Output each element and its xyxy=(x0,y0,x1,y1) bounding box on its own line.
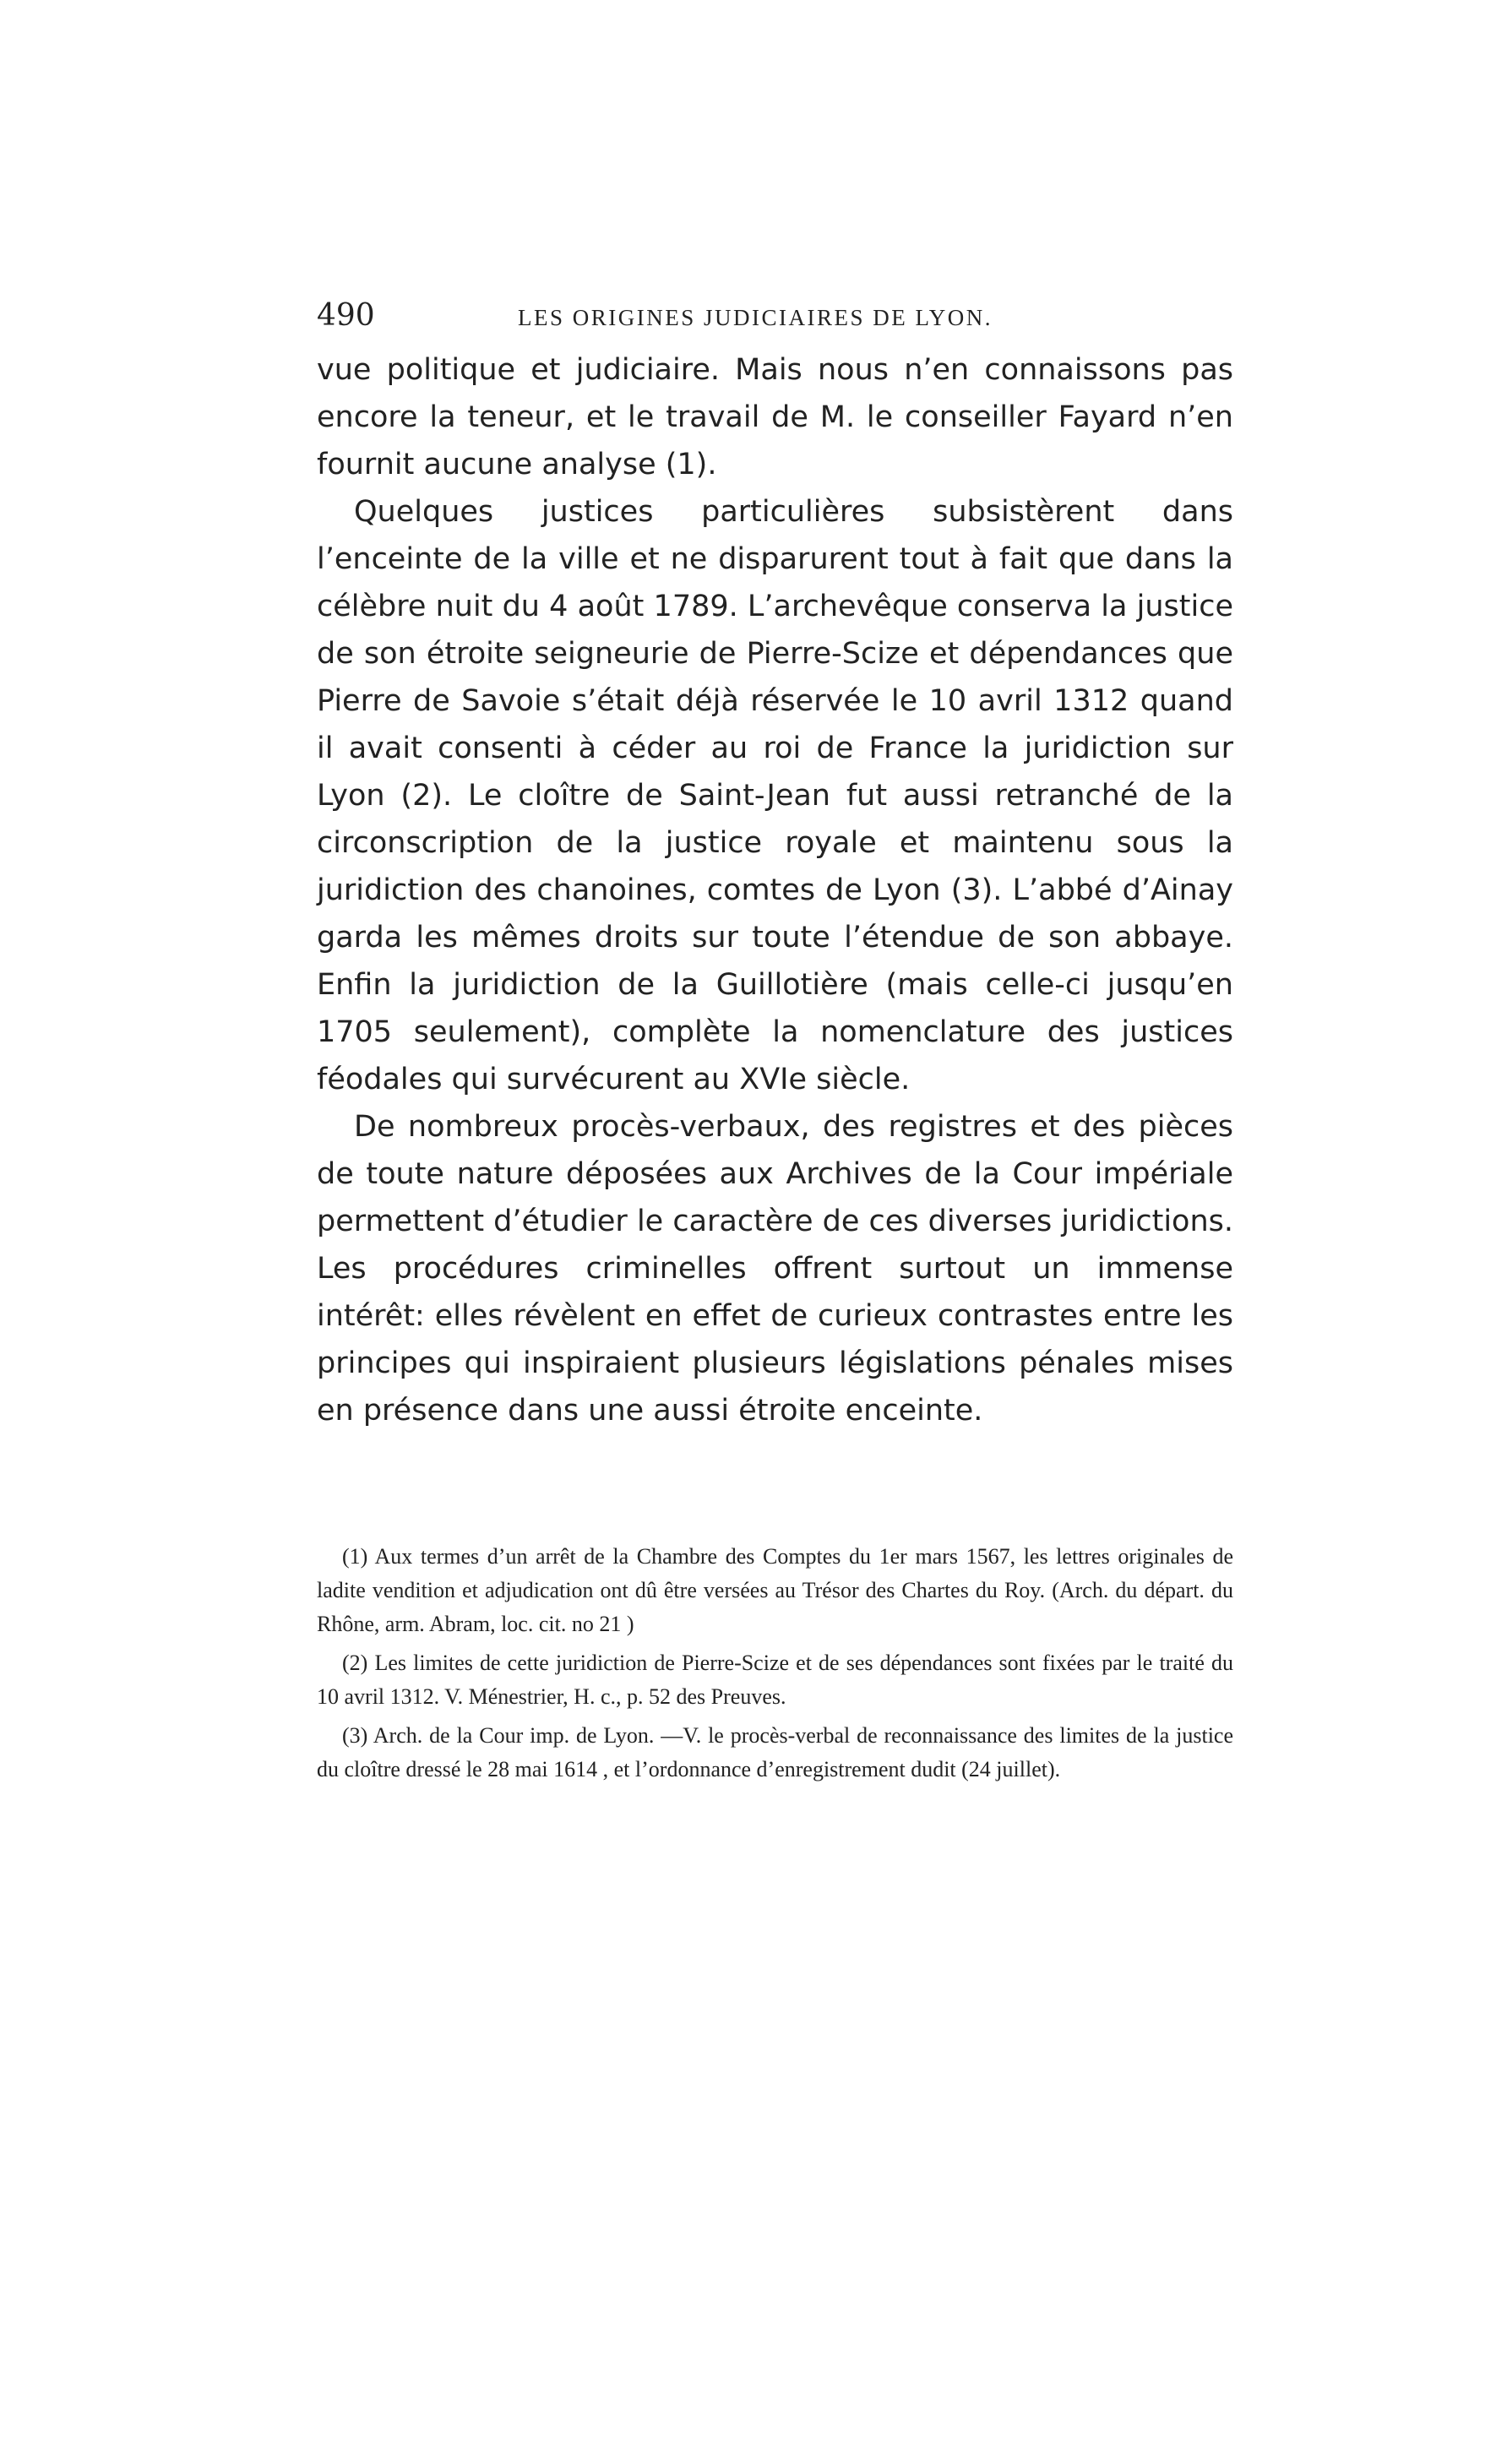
page-number: 490 xyxy=(317,298,375,333)
main-text xyxy=(317,346,1233,1434)
running-head xyxy=(317,296,1233,336)
paragraph-continued: vue politique et judiciaire. Mais nous n’en connaissons pas encore la teneur, et le travail de M. le conseiller Fayard n’en fournit aucune analyse (1). xyxy=(317,353,1233,481)
paragraph: Quelques justices particulières subsistèrent dans l’enceinte de la ville et ne disparurent tout à fait que dans la célèbre nuit du 4 août 1789. L’archevêque conserva la justice de son étroite seigneurie de Pierre-Scize et dépendances que Pierre de Savoie s’était déjà réservée le 10 avril 1312 quand il avait consenti à céder au roi de France la juridiction sur Lyon (2). Le cloître de Saint-Jean fut aussi retranché de la circonscription de la justice royale et maintenu sous la juridiction des chanoines, comtes de Lyon (3). L’abbé d’Ainay garda les mêmes droits sur toute l’étendue de son abbaye. Enfin la juridiction de la Guillotière (mais celle-ci jusqu’en 1705 seulement), complète la nomenclature des justices féodales qui survécurent au XVIe siècle. xyxy=(317,495,1233,1096)
paragraph: De nombreux procès-verbaux, des registres et des pièces de toute nature déposées aux Archives de la Cour impériale permettent d’étudier le caractère de ces diverses juridictions. Les procédures criminelles offrent surtout un immense intérêt: elles révèlent en effet de curieux contrastes entre les principes qui inspiraient plusieurs législations pénales mises en présence dans une aussi étroite enceinte. xyxy=(317,1110,1233,1428)
footnote-3: (3) Arch. de la Cour imp. de Lyon. —V. le procès-verbal de reconnaissance des limites de la justice du cloître dressé le 28 mai 1614 , et l’ordonnance d’enregistrement dudit (24 juillet). xyxy=(317,1723,1233,1781)
footnotes xyxy=(317,1540,1233,1787)
footnote-1: (1) Aux termes d’un arrêt de la Chambre des Comptes du 1er mars 1567, les lettres originales de ladite vendition et adjudication ont dû être versées au Trésor des Chartes du Roy. (Arch. du départ. du Rhône, arm. Abram, loc. cit. no 21 ) xyxy=(317,1544,1233,1636)
running-title: LES ORIGINES JUDICIAIRES DE LYON. xyxy=(518,305,993,330)
footnote-2: (2) Les limites de cette juridiction de Pierre-Scize et de ses dépendances sont fixées par le traité du 10 avril 1312. V. Ménestrier, H. c., p. 52 des Preuves. xyxy=(317,1651,1233,1709)
